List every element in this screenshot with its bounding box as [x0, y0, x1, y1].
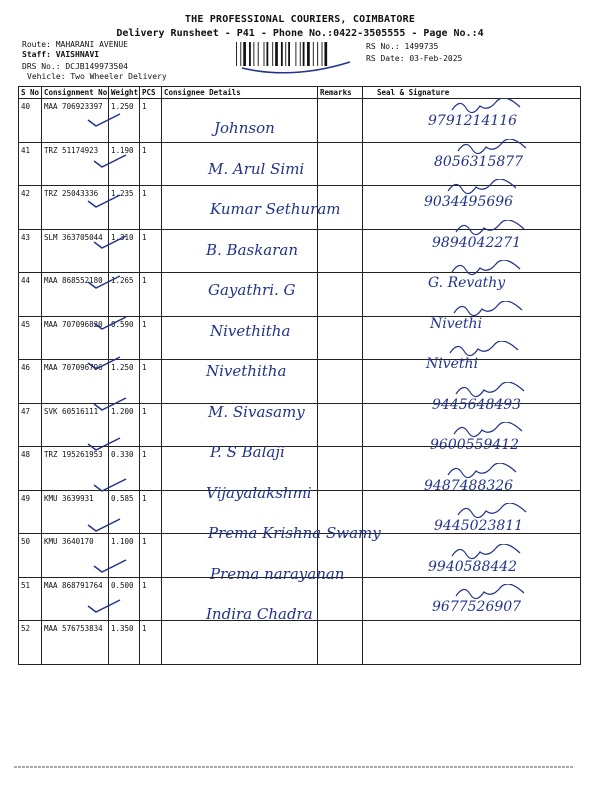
weight-cell: 1.235	[109, 186, 140, 230]
signature-phone: 9894042271	[432, 234, 522, 251]
route-value: MAHARANI AVENUE	[55, 40, 128, 49]
weight-cell: 1.250	[109, 99, 140, 143]
col-sno: S No	[19, 87, 42, 99]
check-mark-icon	[84, 597, 124, 615]
consignment-cell: MAA 707096820	[42, 316, 109, 360]
col-seal: Seal & Signature	[363, 87, 581, 99]
consignee-handwritten-name: Indira Chadra	[206, 605, 313, 623]
weight-cell: 1.190	[109, 142, 140, 186]
weight-cell: 1.200	[109, 403, 140, 447]
remarks-cell	[318, 360, 363, 404]
sno-cell: 42	[19, 186, 42, 230]
sno-cell: 44	[19, 273, 42, 317]
pcs-cell: 1	[140, 577, 162, 621]
signature-phone: 9487488326	[424, 477, 514, 494]
remarks-cell	[318, 316, 363, 360]
signature-phone: 8056315877	[434, 153, 524, 170]
rs-date-value: 03-Feb-2025	[409, 54, 463, 63]
check-mark-icon	[84, 354, 124, 372]
signature-scribble	[450, 301, 530, 317]
check-mark-icon	[84, 273, 124, 291]
weight-cell: 1.250	[109, 360, 140, 404]
sno-cell: 50	[19, 534, 42, 578]
weight-cell: 0.585	[109, 490, 140, 534]
consignment-cell: MAA 868791764	[42, 577, 109, 621]
pcs-cell: 1	[140, 316, 162, 360]
pcs-cell: 1	[140, 99, 162, 143]
barcode-image	[232, 40, 360, 74]
check-mark-icon	[84, 192, 124, 210]
check-mark-icon	[90, 557, 130, 575]
signature-phone: G. Revathy	[428, 275, 506, 291]
signature-phone: 9445648493	[432, 396, 522, 413]
sno-cell: 47	[19, 403, 42, 447]
staff-value: VAISHNAVI	[55, 50, 100, 59]
remarks-cell	[318, 621, 363, 665]
weight-cell: 1.100	[109, 534, 140, 578]
consignee-handwritten-name: M. Arul Simi	[208, 159, 305, 178]
signature-scribble	[452, 584, 532, 600]
check-mark-icon	[90, 233, 130, 251]
rs-no-line: RS No.: 1499735	[366, 42, 439, 51]
pcs-cell: 1	[140, 360, 162, 404]
runsheet-subtitle: Delivery Runsheet - P41 - Phone No.:0422-3505555 - Page No.:4	[116, 28, 484, 39]
check-mark-icon	[84, 435, 124, 453]
remarks-cell	[318, 447, 363, 491]
signature-scribble	[448, 260, 528, 276]
consignee-handwritten-name: Prema Krishna Swamy	[208, 524, 381, 542]
consignment-cell: MAA 706923397	[42, 99, 109, 143]
col-consignment: Consignment No	[42, 87, 109, 99]
consignment-cell: MAA 868552180	[42, 273, 109, 317]
signature-phone: 9940588442	[428, 558, 518, 575]
pcs-cell: 1	[140, 403, 162, 447]
pcs-cell: 1	[140, 142, 162, 186]
weight-cell: 1.310	[109, 229, 140, 273]
sno-cell: 45	[19, 316, 42, 360]
page-edge-line	[14, 766, 574, 768]
remarks-cell	[318, 229, 363, 273]
weight-cell: 1.265	[109, 273, 140, 317]
vehicle-line: Vehicle: Two Wheeler Delivery	[27, 72, 167, 81]
vehicle-value: Two Wheeler Delivery	[70, 72, 167, 81]
consignee-handwritten-name: M. Sivasamy	[208, 402, 305, 421]
weight-cell: 0.590	[109, 316, 140, 360]
col-consignee: Consignee Details	[162, 87, 318, 99]
pcs-cell: 1	[140, 534, 162, 578]
consignment-cell: TRZ 195261953	[42, 447, 109, 491]
consignee-handwritten-name: Kumar Sethuram	[210, 200, 341, 218]
signature-scribble	[448, 544, 528, 560]
pcs-cell: 1	[140, 490, 162, 534]
weight-cell: 0.500	[109, 577, 140, 621]
consignment-cell: TRZ 25043336	[42, 186, 109, 230]
sno-cell: 51	[19, 577, 42, 621]
signature-scribble	[444, 179, 524, 195]
sno-cell: 41	[19, 142, 42, 186]
pcs-cell: 1	[140, 621, 162, 665]
signature-phone: 9791214116	[428, 113, 518, 129]
signature-phone: 9677526907	[432, 599, 522, 615]
consignee-handwritten-name: Vijayalakshmi	[206, 483, 312, 502]
signature-phone: 9445023811	[434, 518, 524, 534]
signature-scribble	[452, 220, 532, 236]
consignee-cell	[162, 621, 318, 665]
consignee-handwritten-name: Nivethitha	[206, 362, 287, 380]
signature-scribble	[446, 341, 526, 357]
consignee-handwritten-name: Gayathri. G	[208, 281, 296, 299]
sno-cell: 40	[19, 99, 42, 143]
seal-cell	[363, 621, 581, 665]
remarks-cell	[318, 99, 363, 143]
drs-value: DCJB149973504	[65, 62, 128, 71]
sno-cell: 52	[19, 621, 42, 665]
drs-line: DRS No.: DCJB149973504	[22, 62, 128, 71]
check-mark-icon	[90, 395, 130, 413]
sno-cell: 49	[19, 490, 42, 534]
consignment-cell: KMU 3639931	[42, 490, 109, 534]
consignment-cell: MAA 707096796	[42, 360, 109, 404]
consignment-cell: MAA 576753834	[42, 621, 109, 665]
signature-scribble	[454, 139, 534, 155]
signature-phone: 9034495696	[424, 194, 514, 210]
pcs-cell: 1	[140, 447, 162, 491]
remarks-cell	[318, 142, 363, 186]
consignee-handwritten-name: P. S Balaji	[210, 443, 285, 461]
signature-phone: 9600559412	[430, 437, 520, 453]
check-mark-icon	[84, 516, 124, 534]
staff-line: Staff: VAISHNAVI	[22, 50, 100, 59]
pcs-cell: 1	[140, 273, 162, 317]
sno-cell: 48	[19, 447, 42, 491]
signature-scribble	[448, 98, 528, 114]
remarks-cell	[318, 273, 363, 317]
route-line: Route: MAHARANI AVENUE	[22, 40, 128, 49]
rs-no-value: 1499735	[404, 42, 439, 51]
col-pcs: PCS	[140, 87, 162, 99]
pcs-cell: 1	[140, 186, 162, 230]
remarks-cell	[318, 403, 363, 447]
col-weight: Weight	[109, 87, 140, 99]
company-title: THE PROFESSIONAL COURIERS, COIMBATORE	[184, 14, 416, 25]
consignment-cell: SLM 363705044	[42, 229, 109, 273]
check-mark-icon	[84, 111, 124, 129]
consignee-handwritten-name: Prema narayanan	[210, 564, 345, 583]
check-mark-icon	[90, 152, 130, 170]
sno-cell: 43	[19, 229, 42, 273]
sno-cell: 46	[19, 360, 42, 404]
col-remarks: Remarks	[318, 87, 363, 99]
signature-phone: Nivethi	[426, 356, 479, 372]
remarks-cell	[318, 577, 363, 621]
rs-date-line: RS Date: 03-Feb-2025	[366, 54, 463, 63]
signature-scribble	[454, 503, 534, 519]
pcs-cell: 1	[140, 229, 162, 273]
table-row	[19, 621, 581, 665]
consignee-handwritten-name: Johnson	[214, 119, 275, 137]
weight-cell: 1.350	[109, 621, 140, 665]
check-mark-icon	[90, 476, 130, 494]
consignee-handwritten-name: B. Baskaran	[206, 240, 299, 259]
consignment-cell: SVK 60516111	[42, 403, 109, 447]
consignment-cell: KMU 3640170	[42, 534, 109, 578]
consignment-cell: TRZ 51174923	[42, 142, 109, 186]
signature-phone: Nivethi	[430, 315, 483, 332]
signature-scribble	[450, 422, 530, 438]
weight-cell: 0.330	[109, 447, 140, 491]
check-mark-icon	[90, 314, 130, 332]
consignee-handwritten-name: Nivethitha	[210, 321, 291, 340]
signature-scribble	[444, 463, 524, 479]
table-header-row	[19, 87, 581, 99]
signature-scribble	[452, 382, 532, 398]
